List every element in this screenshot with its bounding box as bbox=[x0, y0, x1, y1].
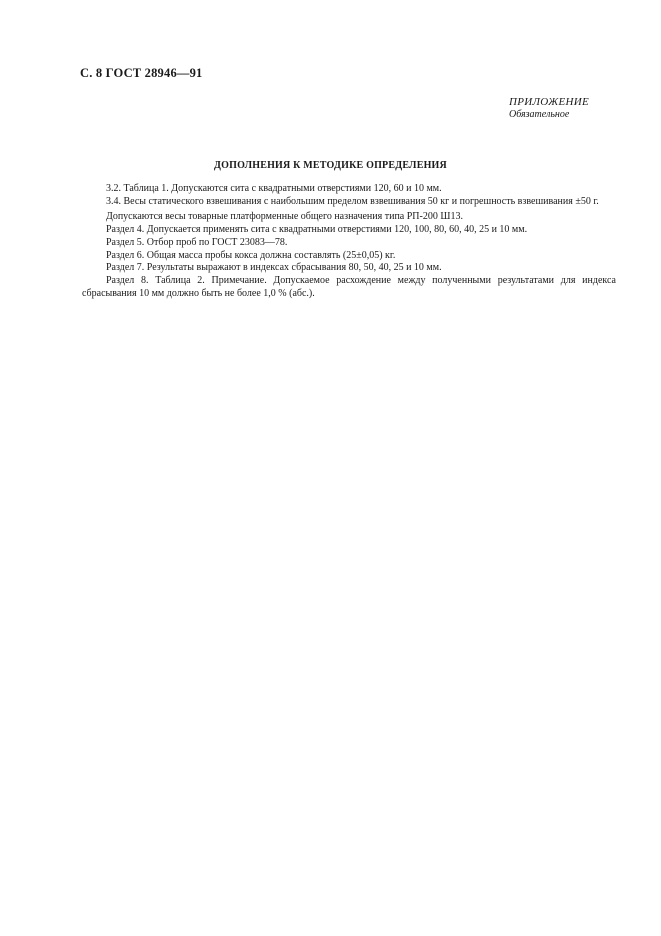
paragraph-section-5: Раздел 5. Отбор проб по ГОСТ 23083—78. bbox=[106, 236, 288, 248]
paragraph-section-7: Раздел 7. Результаты выражают в индексах сбрасывания 80, 50, 40, 25 и 10 мм. bbox=[106, 262, 442, 274]
paragraph-3-4: 3.4. Весы статического взвешивания с наибольшим пределом взвешивания 50 кг и погрешность взвешивания ±50 г. bbox=[106, 195, 599, 207]
paragraph-section-6: Раздел 6. Общая масса пробы кокса должна составлять (25±0,05) кг. bbox=[106, 249, 396, 261]
appendix-subtitle: Обязательное bbox=[509, 109, 570, 120]
paragraph-scales-allowed: Допускаются весы товарные платформенные общего назначения типа РП-200 Ш13. bbox=[106, 211, 463, 223]
paragraph-section-4: Раздел 4. Допускается применять сита с квадратными отверстиями 120, 100, 80, 60, 40, 25 и 10 мм. bbox=[106, 224, 528, 236]
paragraph-3-2: 3.2. Таблица 1. Допускаются сита с квадратными отверстиями 120, 60 и 10 мм. bbox=[106, 183, 442, 194]
section-title: ДОПОЛНЕНИЯ К МЕТОДИКЕ ОПРЕДЕЛЕНИЯ bbox=[214, 160, 447, 171]
paragraph-section-8: Раздел 8. Таблица 2. Примечание. Допускаемое расхождение между полученными результатами для индекса сбрасывания 10 мм должно быть не более 1,0 % (абс.). bbox=[82, 274, 616, 299]
page-header: С. 8 ГОСТ 28946—91 bbox=[80, 66, 203, 80]
appendix-block bbox=[509, 96, 599, 121]
appendix-title: ПРИЛОЖЕНИЕ bbox=[509, 96, 589, 108]
document-body bbox=[82, 183, 616, 300]
